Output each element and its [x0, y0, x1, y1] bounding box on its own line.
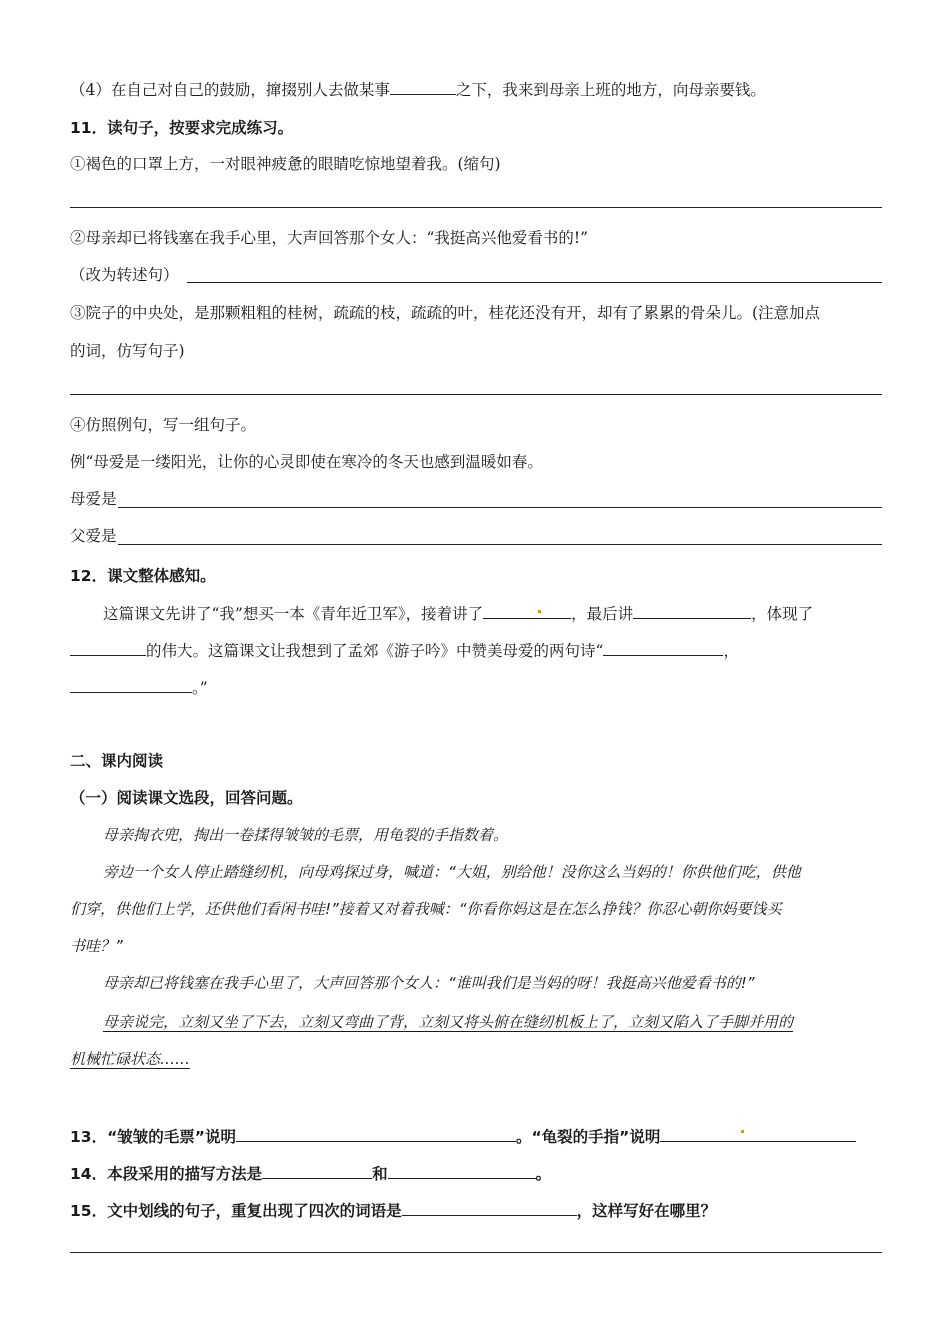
answer-line[interactable] [70, 394, 882, 395]
q14-text-a: 14．本段采用的描写方法是 [70, 1165, 263, 1183]
q12-text-e: ， [723, 642, 739, 660]
q12-line-1 [103, 601, 813, 625]
answer-blank[interactable] [483, 601, 571, 619]
q14-text-b: 和 [372, 1165, 388, 1183]
answer-blank[interactable] [603, 638, 723, 656]
passage-p4-l2-underlined: 机械忙碌状态…… [70, 1050, 191, 1068]
answer-line[interactable] [187, 282, 882, 283]
q12-text-a: 这篇课文先讲了“我”想买一本《青年近卫军》，接着讲了 [103, 605, 484, 623]
q11-title: 11．读句子，按要求完成练习。 [70, 119, 294, 137]
q13-line [70, 1124, 856, 1148]
q10-4-post: 之下，我来到母亲上班的地方，向母亲要钱。 [455, 81, 766, 99]
q11-sentence-3-l1: ③院子的中央处，是那颗粗粗的桂树，疏疏的枝，疏疏的叶，桂花还没有开，却有了累累的骨朵儿。(注意加点 [70, 304, 821, 322]
answer-blank[interactable] [388, 1161, 536, 1179]
q11-sentence-3-l2: 的词，仿写句子) [70, 342, 185, 360]
answer-blank[interactable] [262, 1161, 372, 1179]
answer-blank[interactable] [633, 601, 751, 619]
q11-sentence-2: ②母亲却已将钱塞在我手心里，大声回答那个女人：“我挺高兴他爱看书的!” [70, 229, 589, 247]
q12-text-d: 的伟大。这篇课文让我想到了孟郊《游子吟》中赞美母爱的两句诗“ [146, 642, 604, 660]
passage-p1: 母亲掏衣兜，掏出一卷揉得皱皱的毛票，用龟裂的手指数着。 [103, 826, 509, 844]
answer-blank[interactable] [70, 675, 192, 693]
q10-4-pre: （4）在自己对自己的鼓励，撺掇别人去做某事 [70, 81, 390, 99]
passage-p2-l1: 旁边一个女人停止踏缝纫机，向母鸡探过身，喊道：“大姐，别给他！没你这么当妈的！你供他们吃，供他 [103, 863, 801, 881]
q13-text-a: 13．“皱皱的毛票”说明 [70, 1128, 236, 1146]
q12-line-2 [70, 638, 739, 662]
requirement-label: （改为转述句） [70, 266, 179, 284]
marker-dot [741, 1130, 744, 1133]
marker-dot [538, 610, 541, 613]
passage-p2-l3: 书哇？” [70, 937, 123, 955]
q12-text-c: ，体现了 [751, 605, 814, 623]
q11-example: 例“母爱是一缕阳光，让你的心灵即使在寒冷的冬天也感到温暖如春。 [70, 453, 543, 471]
answer-line[interactable] [118, 544, 882, 545]
q13-text-b: 。“龟裂的手指”说明 [515, 1128, 661, 1146]
q12-line-3 [70, 675, 208, 699]
q15-text-b: ，这样写好在哪里？ [576, 1202, 717, 1220]
q15-text-a: 15．文中划线的句子，重复出现了四次的词语是 [70, 1202, 402, 1220]
q12-title: 12．课文整体感知。 [70, 567, 216, 585]
q12-text-b: ，最后讲 [571, 605, 634, 623]
answer-blank[interactable] [70, 638, 146, 656]
answer-line[interactable] [70, 1252, 882, 1253]
q11-sentence-2-req [70, 264, 179, 286]
section-2-subtitle: （一）阅读课文选段，回答问题。 [70, 789, 303, 807]
father-love-label: 父爱是 [70, 527, 117, 545]
section-2-title: 二、课内阅读 [70, 752, 164, 770]
answer-blank[interactable] [236, 1124, 516, 1142]
passage-p4-l1-underlined: 母亲说完，立刻又坐了下去，立刻又弯曲了背，立刻又将头俯在缝纫机板上了，立刻又陷入了手脚并用的 [103, 1013, 794, 1031]
passage-p3: 母亲却已将钱塞在我手心里了，大声回答那个女人：“谁叫我们是当妈的呀！我挺高兴他爱看书的!” [103, 974, 755, 992]
mother-love-label: 母爱是 [70, 490, 117, 508]
answer-line[interactable] [118, 507, 882, 508]
q15-line [70, 1198, 716, 1222]
answer-blank[interactable] [390, 77, 456, 95]
q14-text-c: 。 [535, 1165, 552, 1183]
q11-sentence-4: ④仿照例句，写一组句子。 [70, 416, 257, 434]
q10-4-line [70, 77, 766, 101]
q12-text-f: 。” [192, 679, 208, 697]
q11-sentence-1: ①褐色的口罩上方，一对眼神疲惫的眼睛吃惊地望着我。(缩句) [70, 155, 501, 173]
answer-blank[interactable] [402, 1198, 577, 1216]
q14-line [70, 1161, 551, 1185]
answer-line[interactable] [70, 207, 882, 208]
answer-blank[interactable] [660, 1124, 856, 1142]
passage-p2-l2: 们穿，供他们上学，还供他们看闲书哇!”接着又对着我喊：“你看你妈这是在怎么挣钱？你忍心朝你妈要饯买 [70, 900, 782, 918]
